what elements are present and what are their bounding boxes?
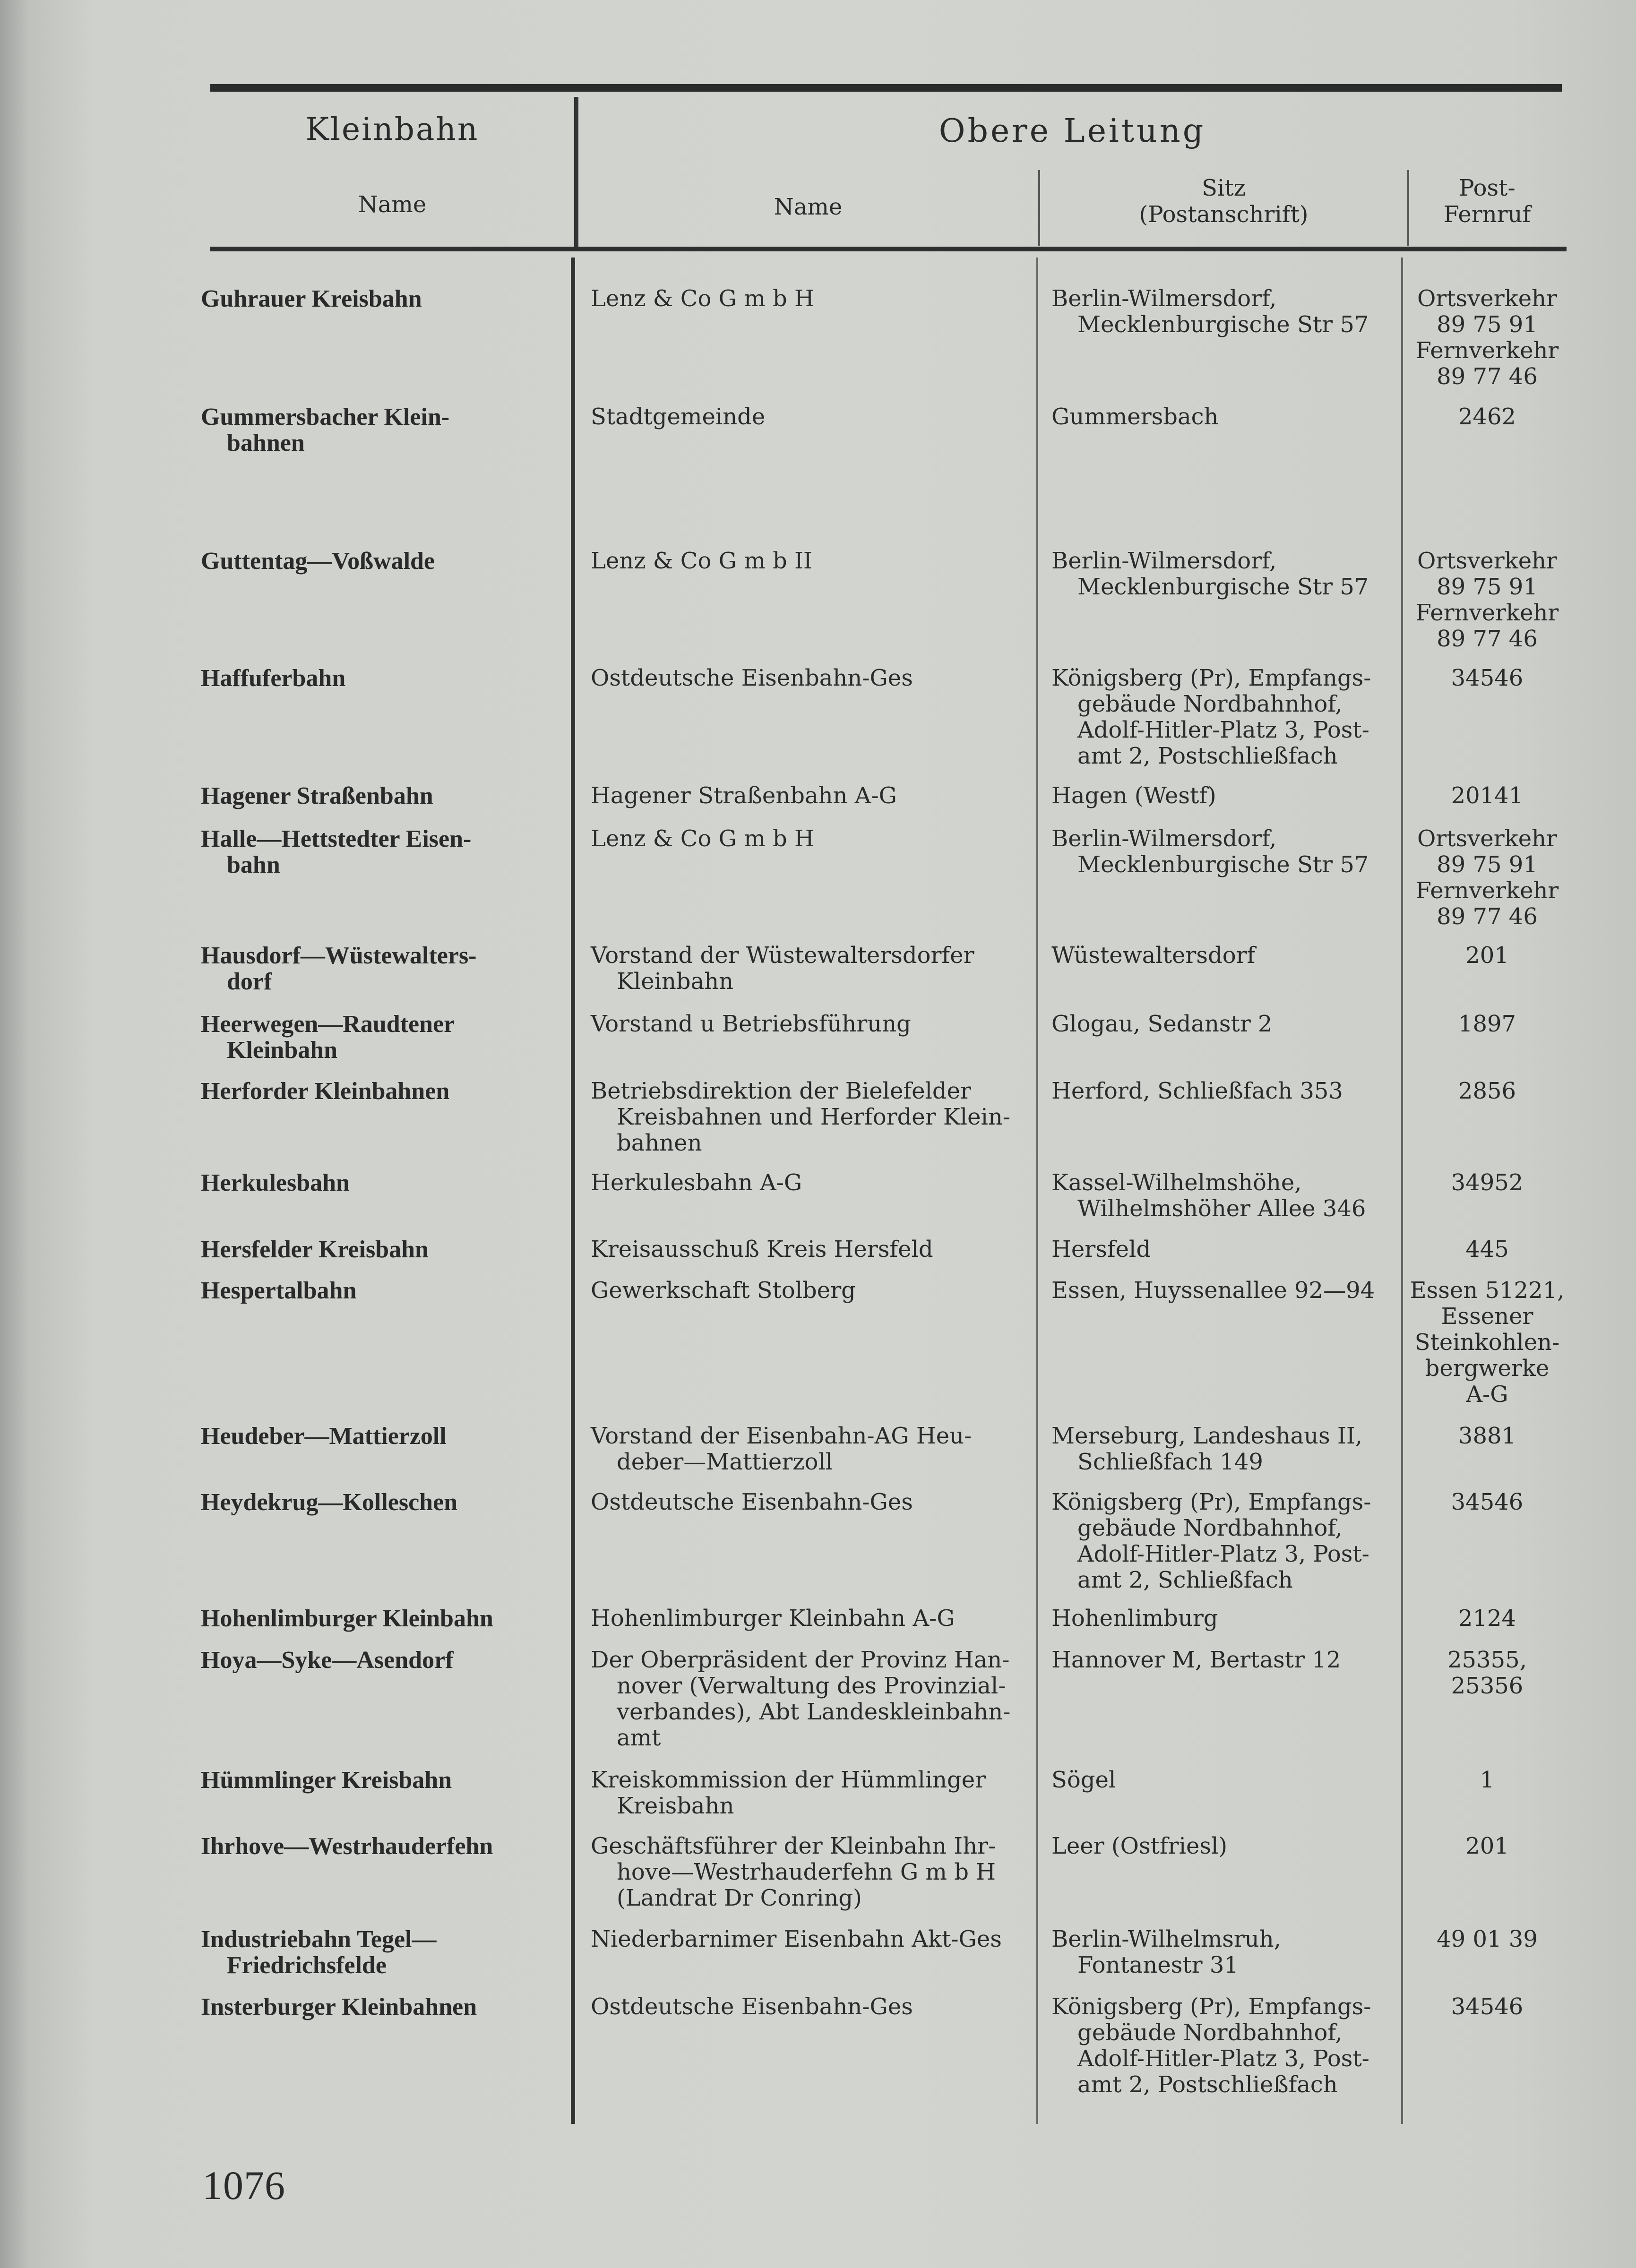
cell-line: Hannover M, Bertastr 12	[1051, 1647, 1341, 1673]
sitz-cell	[1051, 1606, 1401, 1632]
cell-line: Herforder Kleinbahnen	[201, 1078, 450, 1105]
cell-line: gebäude Nordbahnhof,	[1077, 2019, 1343, 2046]
cell-line: bergwerke	[1425, 1355, 1550, 1382]
cell-line: hove—Westrhauderfehn G m b H	[617, 1859, 996, 1885]
cell-line: 20141	[1451, 782, 1524, 809]
cell-line: Hagener Straßenbahn A-G	[591, 782, 897, 809]
cell-line: Steinkohlen-	[1414, 1329, 1560, 1356]
fernruf-cell	[1409, 1170, 1565, 1196]
cell-line: Adolf-Hitler-Platz 3, Post-	[1077, 2045, 1369, 2072]
cell-line: Lenz & Co G m b II	[591, 548, 812, 574]
sitz-cell	[1051, 1278, 1401, 1304]
leitung-name-cell	[591, 826, 1028, 852]
leitung-name-cell	[591, 943, 1028, 995]
column-divider	[571, 258, 575, 2124]
cell-line: amt	[617, 1725, 661, 1751]
cell-line: Hoya—Syke—Asendorf	[201, 1647, 454, 1674]
cell-line: 2462	[1458, 404, 1516, 430]
column-divider	[1401, 258, 1403, 2124]
cell-line: Fernverkehr	[1415, 877, 1559, 904]
cell-line: Hagen (Westf)	[1051, 782, 1216, 809]
cell-line: A-G	[1466, 1381, 1508, 1408]
sitz-cell	[1051, 1237, 1401, 1263]
kleinbahn-name-cell	[201, 1489, 565, 1515]
cell-line: 89 77 46	[1437, 903, 1538, 930]
cell-line: Friedrichsfelde	[227, 1952, 387, 1979]
header-name-kleinbahn: Name	[358, 191, 427, 218]
fernruf-cell	[1409, 826, 1565, 930]
cell-line: Kassel-Wilhelmshöhe,	[1051, 1169, 1302, 1196]
leitung-name-cell	[591, 1926, 1028, 1952]
cell-line: Lenz & Co G m b H	[591, 285, 814, 312]
cell-line: Vorstand u Betriebsführung	[591, 1011, 911, 1037]
page-number: 1076	[202, 2163, 285, 2208]
cell-line: Herkulesbahn	[201, 1169, 350, 1196]
fernruf-cell	[1409, 1926, 1565, 1952]
sitz-cell	[1051, 548, 1401, 600]
cell-line: Ostdeutsche Eisenbahn-Ges	[591, 1993, 913, 2020]
cell-line: Hersfeld	[1051, 1236, 1151, 1263]
leitung-name-cell	[591, 665, 1028, 691]
header-sitz-line2: (Postanschrift)	[1139, 201, 1309, 228]
fernruf-cell	[1409, 1489, 1565, 1515]
cell-line: Kleinbahn	[617, 968, 734, 995]
cell-line: Vorstand der Wüstewaltersdorfer	[591, 942, 974, 969]
cell-line: (Landrat Dr Conring)	[617, 1885, 862, 1911]
leitung-name-cell	[591, 1278, 1028, 1304]
cell-line: 34546	[1451, 1993, 1524, 2020]
kleinbahn-name-cell	[201, 1078, 565, 1104]
kleinbahn-name-cell	[201, 783, 565, 809]
sitz-cell	[1051, 1170, 1401, 1222]
cell-line: Fernverkehr	[1415, 337, 1559, 364]
kleinbahn-name-cell	[201, 826, 565, 878]
cell-line: 34546	[1451, 1489, 1524, 1515]
cell-line: Essen, Huyssenallee 92—94	[1051, 1277, 1375, 1304]
cell-line: Kreisausschuß Kreis Hersfeld	[591, 1236, 933, 1263]
cell-line: Gummersbach	[1051, 404, 1219, 430]
cell-line: 201	[1465, 1833, 1509, 1859]
header-post-line2: Fernruf	[1443, 201, 1531, 228]
fernruf-cell	[1409, 1994, 1565, 2020]
sitz-cell	[1051, 943, 1401, 969]
kleinbahn-name-cell	[201, 665, 565, 691]
kleinbahn-name-cell	[201, 548, 565, 574]
cell-line: Berlin-Wilmersdorf,	[1051, 825, 1277, 852]
column-divider	[1038, 170, 1040, 246]
kleinbahn-name-cell	[201, 943, 565, 995]
cell-line: Hagener Straßenbahn	[201, 782, 433, 809]
cell-line: 201	[1465, 942, 1509, 969]
cell-line: Der Oberpräsident der Provinz Han-	[591, 1647, 1010, 1673]
leitung-name-cell	[591, 1423, 1028, 1475]
cell-line: Adolf-Hitler-Platz 3, Post-	[1077, 717, 1369, 743]
kleinbahn-name-cell	[201, 1647, 565, 1673]
fernruf-cell	[1409, 1606, 1565, 1632]
sitz-cell	[1051, 826, 1401, 878]
kleinbahn-name-cell	[201, 1011, 565, 1063]
cell-line: Königsberg (Pr), Empfangs-	[1051, 1489, 1371, 1515]
sitz-cell	[1051, 286, 1401, 338]
leitung-name-cell	[591, 1606, 1028, 1632]
kleinbahn-name-cell	[201, 1606, 565, 1632]
cell-line: deber—Mattierzoll	[617, 1449, 833, 1475]
cell-line: Mecklenburgische Str 57	[1077, 574, 1369, 600]
kleinbahn-name-cell	[201, 1423, 565, 1449]
cell-line: Vorstand der Eisenbahn-AG Heu-	[591, 1423, 972, 1449]
kleinbahn-name-cell	[201, 1767, 565, 1793]
leitung-name-cell	[591, 1170, 1028, 1196]
cell-line: Hohenlimburger Kleinbahn A-G	[591, 1605, 955, 1632]
cell-line: Hohenlimburger Kleinbahn	[201, 1605, 493, 1632]
cell-line: 2124	[1458, 1605, 1516, 1632]
cell-line: 1	[1480, 1767, 1495, 1793]
cell-line: Ortsverkehr	[1417, 548, 1558, 574]
cell-line: Guttentag—Voßwalde	[201, 548, 435, 575]
fernruf-cell	[1409, 1278, 1565, 1408]
sitz-cell	[1051, 1647, 1401, 1673]
fernruf-cell	[1409, 665, 1565, 691]
fernruf-cell	[1409, 1833, 1565, 1859]
sitz-cell	[1051, 1078, 1401, 1104]
cell-line: Fernverkehr	[1415, 600, 1559, 626]
cell-line: 89 77 46	[1437, 363, 1538, 390]
cell-line: Gewerkschaft Stolberg	[591, 1277, 856, 1304]
cell-line: gebäude Nordbahnhof,	[1077, 691, 1343, 717]
cell-line: Geschäftsführer der Kleinbahn Ihr-	[591, 1833, 996, 1859]
cell-line: Heerwegen—Raudtener	[201, 1011, 455, 1038]
cell-line: Hohenlimburg	[1051, 1605, 1218, 1632]
cell-line: Leer (Ostfriesl)	[1051, 1833, 1228, 1859]
header-sitz	[1040, 175, 1407, 228]
leitung-name-cell	[591, 1767, 1028, 1819]
leitung-name-cell	[591, 286, 1028, 312]
cell-line: Königsberg (Pr), Empfangs-	[1051, 1993, 1371, 2020]
cell-line: dorf	[227, 968, 272, 995]
kleinbahn-name-cell	[201, 1170, 565, 1196]
cell-line: gebäude Nordbahnhof,	[1077, 1515, 1343, 1541]
cell-line: Adolf-Hitler-Platz 3, Post-	[1077, 1541, 1369, 1567]
cell-line: Essener	[1441, 1303, 1533, 1330]
cell-line: Herford, Schließfach 353	[1051, 1078, 1343, 1104]
fernruf-cell	[1409, 404, 1565, 430]
sitz-cell	[1051, 1994, 1401, 2098]
cell-line: Lenz & Co G m b H	[591, 825, 814, 852]
leitung-name-cell	[591, 548, 1028, 574]
header-post-fernruf	[1409, 175, 1565, 228]
cell-line: Berlin-Wilhelmsruh,	[1051, 1926, 1281, 1952]
fernruf-cell	[1409, 1767, 1565, 1793]
fernruf-cell	[1409, 1011, 1565, 1037]
cell-line: Mecklenburgische Str 57	[1077, 851, 1369, 878]
cell-line: Hespertalbahn	[201, 1277, 357, 1304]
cell-line: Ortsverkehr	[1417, 825, 1558, 852]
kleinbahn-name-cell	[201, 1237, 565, 1263]
cell-line: bahnen	[227, 430, 305, 456]
leitung-name-cell	[591, 783, 1028, 809]
leitung-name-cell	[591, 1647, 1028, 1751]
sitz-cell	[1051, 1833, 1401, 1859]
fernruf-cell	[1409, 783, 1565, 809]
cell-line: Kleinbahn	[227, 1037, 338, 1064]
sitz-cell	[1051, 1011, 1401, 1037]
cell-line: Wüstewaltersdorf	[1051, 942, 1256, 969]
sitz-cell	[1051, 1767, 1401, 1793]
cell-line: Merseburg, Landeshaus II,	[1051, 1423, 1363, 1449]
cell-line: Schließfach 149	[1077, 1449, 1263, 1475]
column-divider	[1407, 170, 1409, 246]
header-obere-leitung: Obere Leitung	[939, 112, 1206, 150]
cell-line: Berlin-Wilmersdorf,	[1051, 285, 1277, 312]
cell-line: Industriebahn Tegel—	[201, 1926, 437, 1953]
cell-line: Haffuferbahn	[201, 665, 346, 692]
leitung-name-cell	[591, 1489, 1028, 1515]
cell-line: Herkulesbahn A-G	[591, 1169, 802, 1196]
cell-line: Mecklenburgische Str 57	[1077, 311, 1369, 338]
cell-line: Ortsverkehr	[1417, 285, 1558, 312]
cell-line: 89 75 91	[1437, 851, 1538, 878]
cell-line: Kreisbahnen und Herforder Klein-	[617, 1104, 1011, 1130]
cell-line: Guhrauer Kreisbahn	[201, 285, 422, 312]
cell-line: 89 77 46	[1437, 626, 1538, 652]
cell-line: Heudeber—Mattierzoll	[201, 1423, 447, 1450]
cell-line: Ihrhove—Westrhauderfehn	[201, 1833, 493, 1860]
leitung-name-cell	[591, 1011, 1028, 1037]
cell-line: Wilhelmshöher Allee 346	[1077, 1195, 1366, 1222]
kleinbahn-name-cell	[201, 404, 565, 456]
header-post-line1: Post-	[1459, 175, 1515, 201]
cell-line: Kreiskommission der Hümmlinger	[591, 1767, 986, 1793]
leitung-name-cell	[591, 1237, 1028, 1263]
cell-line: Stadtgemeinde	[591, 404, 766, 430]
cell-line: Niederbarnimer Eisenbahn Akt-Ges	[591, 1926, 1002, 1952]
cell-line: amt 2, Postschließfach	[1077, 743, 1338, 769]
cell-line: 34546	[1451, 665, 1524, 691]
cell-line: 1897	[1458, 1011, 1516, 1037]
header-rule	[210, 247, 1567, 251]
cell-line: 89 75 91	[1437, 311, 1538, 338]
leitung-name-cell	[591, 1994, 1028, 2020]
cell-line: verbandes), Abt Landeskleinbahn-	[617, 1699, 1011, 1725]
header-kleinbahn: Kleinbahn	[305, 111, 479, 147]
sitz-cell	[1051, 404, 1401, 430]
sitz-cell	[1051, 665, 1401, 769]
cell-line: nover (Verwaltung des Provinzial-	[617, 1673, 1006, 1699]
cell-line: Königsberg (Pr), Empfangs-	[1051, 665, 1371, 691]
cell-line: Halle—Hettstedter Eisen-	[201, 825, 472, 852]
cell-line: 34952	[1451, 1169, 1524, 1196]
header-name-leitung: Name	[774, 194, 843, 220]
cell-line: bahn	[227, 851, 280, 878]
cell-line: 2856	[1458, 1078, 1516, 1104]
fernruf-cell	[1409, 1647, 1565, 1699]
cell-line: 89 75 91	[1437, 574, 1538, 600]
kleinbahn-name-cell	[201, 286, 565, 312]
cell-line: Heydekrug—Kolleschen	[201, 1489, 458, 1516]
kleinbahn-name-cell	[201, 1994, 565, 2020]
column-divider	[1036, 258, 1038, 2124]
cell-line: Fontanestr 31	[1077, 1952, 1239, 1978]
sitz-cell	[1051, 1926, 1401, 1978]
cell-line: Kreisbahn	[617, 1793, 734, 1819]
kleinbahn-name-cell	[201, 1926, 565, 1978]
cell-line: 25356	[1451, 1673, 1524, 1699]
top-rule	[210, 84, 1562, 92]
cell-line: Berlin-Wilmersdorf,	[1051, 548, 1277, 574]
cell-line: Hersfelder Kreisbahn	[201, 1236, 429, 1263]
kleinbahn-name-cell	[201, 1278, 565, 1304]
cell-line: amt 2, Schließfach	[1077, 1567, 1293, 1593]
column-divider	[574, 97, 578, 247]
cell-line: Insterburger Kleinbahnen	[201, 1993, 477, 2020]
cell-line: 49 01 39	[1437, 1926, 1538, 1952]
cell-line: 3881	[1458, 1423, 1516, 1449]
cell-line: Gummersbacher Klein-	[201, 404, 450, 430]
cell-line: 25355,	[1447, 1647, 1527, 1673]
leitung-name-cell	[591, 1833, 1028, 1911]
cell-line: bahnen	[617, 1130, 702, 1156]
cell-line: Ostdeutsche Eisenbahn-Ges	[591, 1489, 913, 1515]
fernruf-cell	[1409, 548, 1565, 652]
fernruf-cell	[1409, 1078, 1565, 1104]
cell-line: amt 2, Postschließfach	[1077, 2071, 1338, 2098]
fernruf-cell	[1409, 1423, 1565, 1449]
sitz-cell	[1051, 783, 1401, 809]
leitung-name-cell	[591, 1078, 1028, 1156]
fernruf-cell	[1409, 1237, 1565, 1263]
cell-line: Betriebsdirektion der Bielefelder	[591, 1078, 971, 1104]
cell-line: Hümmlinger Kreisbahn	[201, 1767, 452, 1794]
sitz-cell	[1051, 1489, 1401, 1593]
cell-line: 445	[1465, 1236, 1509, 1263]
cell-line: Ostdeutsche Eisenbahn-Ges	[591, 665, 913, 691]
cell-line: Sögel	[1051, 1767, 1116, 1793]
cell-line: Essen 51221,	[1410, 1277, 1565, 1304]
fernruf-cell	[1409, 286, 1565, 390]
cell-line: Glogau, Sedanstr 2	[1051, 1011, 1273, 1037]
leitung-name-cell	[591, 404, 1028, 430]
header-sitz-line1: Sitz	[1202, 175, 1246, 201]
cell-line: Hausdorf—Wüstewalters-	[201, 942, 477, 969]
sitz-cell	[1051, 1423, 1401, 1475]
fernruf-cell	[1409, 943, 1565, 969]
kleinbahn-name-cell	[201, 1833, 565, 1859]
